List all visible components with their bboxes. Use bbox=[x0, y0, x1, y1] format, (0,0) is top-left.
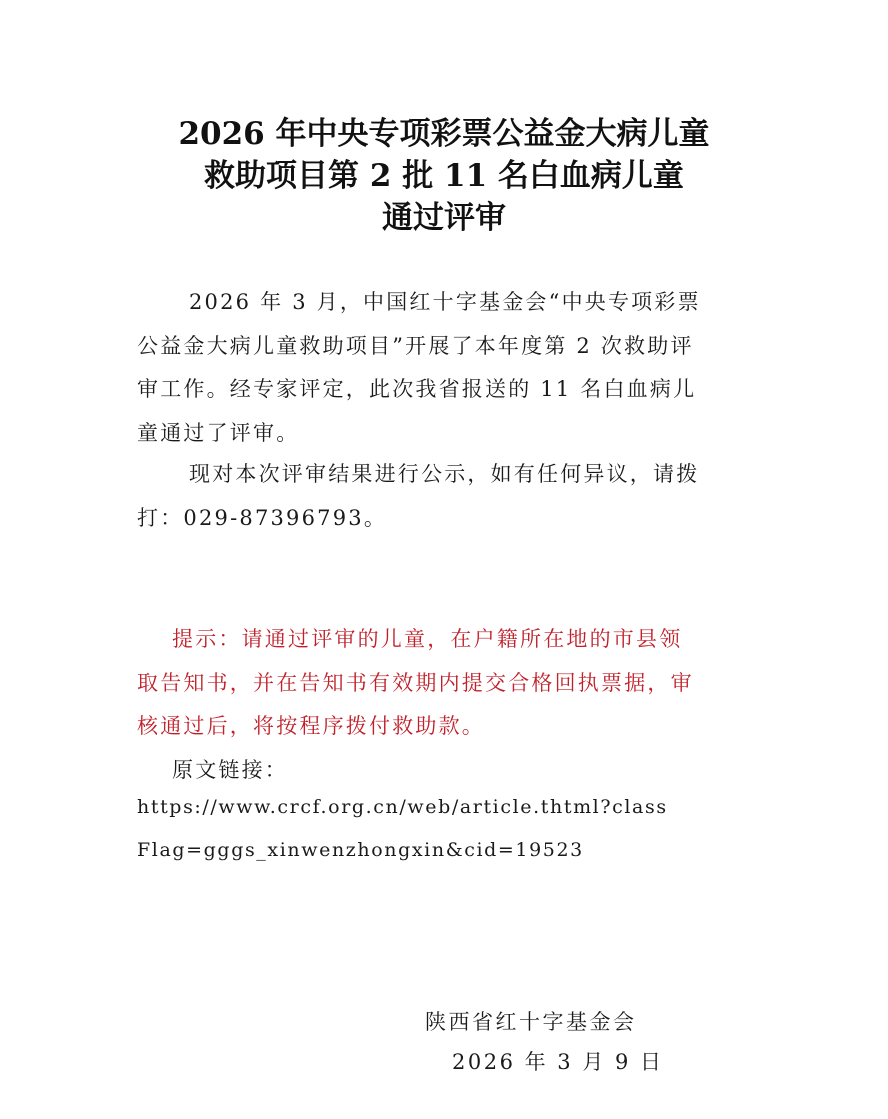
source-link-url-line-1[interactable]: https://www.crcf.org.cn/web/article.thtml?class bbox=[137, 796, 668, 818]
notice-line-2: 取告知书，并在告知书有效期内提交合格回执票据，审 bbox=[137, 670, 694, 695]
body-para2-line-1: 现对本次评审结果进行公示，如有任何异议，请拨 bbox=[189, 462, 700, 486]
source-link-label: 原文链接： bbox=[172, 758, 288, 782]
source-link-url-line-2[interactable]: Flag=gggs_xinwenzhongxin&cid=19523 bbox=[137, 839, 584, 861]
body-para1-line-3: 审工作。经专家评定，此次我省报送的 11 名白血病儿 bbox=[137, 377, 697, 401]
body-paragraph-2 bbox=[137, 453, 757, 540]
notice-block bbox=[137, 618, 757, 749]
body-para1-line-4: 童通过了评审。 bbox=[137, 420, 300, 445]
document-title bbox=[80, 113, 808, 239]
signature-date: 2026 年 3 月 9 日 bbox=[452, 1050, 664, 1074]
body-para2-line-2: 打：029-87396793。 bbox=[137, 505, 388, 530]
notice-line-1: 提示：请通过评审的儿童，在户籍所在地的市县领 bbox=[172, 627, 683, 651]
title-line-3: 通过评审 bbox=[382, 200, 506, 236]
title-line-1: 2026 年中央专项彩票公益金大病儿童 bbox=[178, 116, 710, 152]
notice-line-3: 核通过后，将按程序拨付救助款。 bbox=[137, 714, 485, 738]
body-paragraph-1 bbox=[137, 281, 757, 455]
body-para1-line-2: 公益金大病儿童救助项目”开展了本年度第 2 次救助评 bbox=[137, 333, 694, 358]
body-para1-line-1: 2026 年 3 月，中国红十字基金会“中央专项彩票 bbox=[189, 290, 701, 314]
title-line-2: 救助项目第 2 批 11 名白血病儿童 bbox=[204, 158, 684, 194]
signature-organization: 陕西省红十字基金会 bbox=[425, 1010, 637, 1034]
